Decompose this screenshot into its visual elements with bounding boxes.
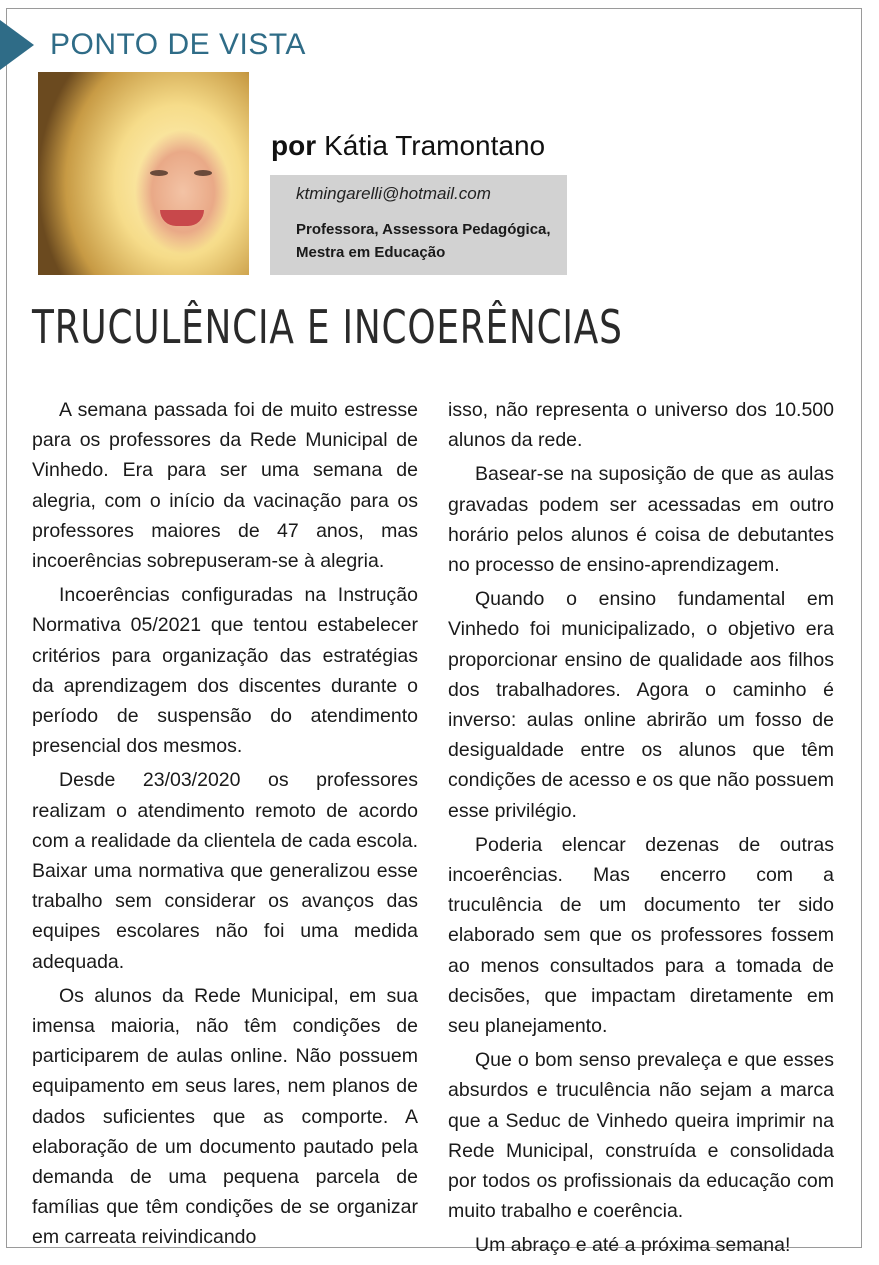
paragraph: Incoerências configuradas na Instrução Normativa 05/2021 que tentou estabelecer critérios para organização das estratégias da aprendizagem dos discentes durante o período de suspensão do atendimento presencial dos mesmos. <box>32 584 418 758</box>
photo-eye-left <box>150 170 168 176</box>
paragraph: Basear-se na suposição de que as aulas gravadas podem ser acessadas em outro horário pelos alunos é coisa de debutantes no processo de ensino-aprendizagem. <box>448 463 834 577</box>
article-column-right <box>448 395 834 1265</box>
author-name: Kátia Tramontano <box>324 130 546 161</box>
author-photo <box>38 72 249 275</box>
author-role: Professora, Assessora Pedagógica, Mestra em Educação <box>296 221 551 261</box>
paragraph: Quando o ensino fundamental em Vinhedo foi municipalizado, o objetivo era proporcionar ensino de qualidade aos filhos dos trabalhadores. Agora o caminho é inverso: aulas online abrirão um fosso de desigualdade entre os alunos que têm condições de acesso e os que não possuem esse privilégio. <box>448 588 834 822</box>
byline <box>271 130 545 162</box>
photo-eye-right <box>194 170 212 176</box>
paragraph-continuation: isso, não representa o universo dos 10.500 alunos da rede. <box>448 399 834 452</box>
article-title: TRUCULÊNCIA E INCOERÊNCIAS <box>32 300 623 354</box>
section-label: PONTO DE VISTA <box>50 28 306 61</box>
article-column-left <box>32 395 418 1257</box>
closing-line: Um abraço e até a próxima semana! <box>475 1234 791 1257</box>
photo-smile <box>160 210 204 226</box>
byline-prefix: por <box>271 130 317 161</box>
author-email[interactable]: ktmingarelli@hotmail.com <box>296 184 491 203</box>
section-marker-icon <box>0 20 34 70</box>
paragraph: Que o bom senso prevaleça e que esses absurdos e truculência não sejam a marca que a Seduc de Vinhedo queira imprimir na Rede Municipal, construída e consolidada por todos os profissionais da educação com muito trabalho e coerência. <box>448 1049 834 1223</box>
paragraph: Desde 23/03/2020 os professores realizam o atendimento remoto de acordo com a realidade da clientela de cada escola. Baixar uma normativa que generalizou esse trabalho sem considerar os avanços das equipes escolares não foi uma medida adequada. <box>32 769 418 973</box>
paragraph: Poderia elencar dezenas de outras incoerências. Mas encerro com a truculência de um documento ter sido elaborado sem que os professores fossem ao menos consultados para a tomada de decisões, que impactam diretamente em seu planejamento. <box>448 833 834 1038</box>
paragraph: Os alunos da Rede Municipal, em sua imensa maioria, não têm condições de participarem de aulas online. Não possuem equipamento em seus lares, nem planos de dados suficientes que as comporte. A elaboração de um documento pautado pela demanda de uma pequena parcela de famílias que têm condições de se organizar em carreata reivindicando <box>32 984 418 1249</box>
paragraph: A semana passada foi de muito estresse para os professores da Rede Municipal de Vinhedo. Era para ser uma semana de alegria, com o início da vacinação para os professores maiores de 47 anos, mas incoerências sobrepuseram-se à alegria. <box>32 399 418 573</box>
